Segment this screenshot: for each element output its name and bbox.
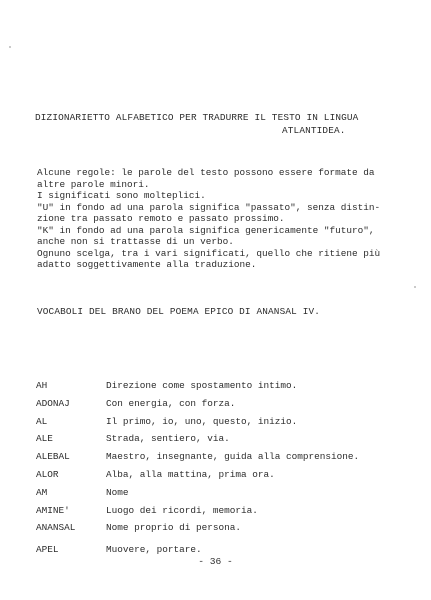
document-title-line-2: ATLANTIDEA.: [282, 125, 346, 136]
rules-line: zione tra passato remoto e passato prossimo.: [37, 213, 285, 224]
entry-term: ALEBAL: [36, 451, 70, 463]
vocabulary-entry: [36, 451, 416, 469]
entry-definition: Strada, sentiero, via.: [106, 433, 230, 445]
vocabulary-entry: [36, 380, 416, 398]
vocabulary-list: [36, 380, 416, 562]
entry-term: AMINE': [36, 504, 70, 516]
entry-definition: Il primo, io, uno, questo, inizio.: [106, 415, 298, 427]
entry-definition: Direzione come spostamento intimo.: [106, 380, 298, 391]
entry-term: ALE: [36, 433, 53, 445]
vocabulary-entry: [36, 487, 416, 505]
entry-definition: Nome: [106, 486, 129, 498]
vocabulary-entry: [36, 505, 416, 523]
entry-term: AL: [36, 415, 48, 427]
entry-definition: Muovere, portare.: [106, 544, 202, 556]
rules-line: I significati sono molteplici.: [37, 190, 206, 201]
vocabulary-heading: VOCABOLI DEL BRANO DEL POEMA EPICO DI ANANSAL IV.: [37, 306, 321, 317]
entry-term: APEL: [36, 544, 59, 556]
rules-line: anche non si trattasse di un verbo.: [37, 236, 234, 247]
document-title-line-1: DIZIONARIETTO ALFABETICO PER TRADURRE IL TESTO IN LINGUA: [35, 112, 359, 123]
entry-term: AH: [36, 380, 48, 391]
entry-term: AM: [36, 486, 48, 498]
rules-line: "K" in fondo ad una parola significa genericamente "futuro",: [37, 224, 375, 236]
rules-line: "U" in fondo ad una parola significa "passato", senza distin-: [37, 201, 381, 213]
vocabulary-entry: [36, 416, 416, 434]
rules-line: Alcune regole: le parole del testo possono essere formate da: [37, 167, 375, 178]
page-number: - 36 -: [198, 556, 233, 567]
entry-term: ANANSAL: [36, 522, 76, 534]
entry-definition: Luogo dei ricordi, memoria.: [106, 504, 258, 516]
vocabulary-entry: [36, 398, 416, 416]
rules-line: Ognuno scelga, tra i vari significati, quello che ritiene più: [37, 247, 381, 259]
rules-paragraph: [37, 167, 380, 271]
scan-speck: [414, 286, 416, 288]
rules-line: adatto soggettivamente alla traduzione.: [37, 259, 257, 270]
rules-line: altre parole minori.: [37, 178, 150, 190]
vocabulary-entry: [36, 433, 416, 451]
entry-term: ADONAJ: [36, 397, 70, 409]
entry-definition: Alba, alla mattina, prima ora.: [106, 468, 275, 480]
entry-term: ALOR: [36, 468, 59, 480]
entry-definition: Maestro, insegnante, guida alla comprensione.: [106, 451, 360, 463]
vocabulary-entry: [36, 522, 416, 544]
entry-definition: Con energia, con forza.: [106, 397, 236, 409]
vocabulary-entry: [36, 469, 416, 487]
entry-definition: Nome proprio di persona.: [106, 522, 242, 534]
scan-speck: [9, 46, 11, 48]
